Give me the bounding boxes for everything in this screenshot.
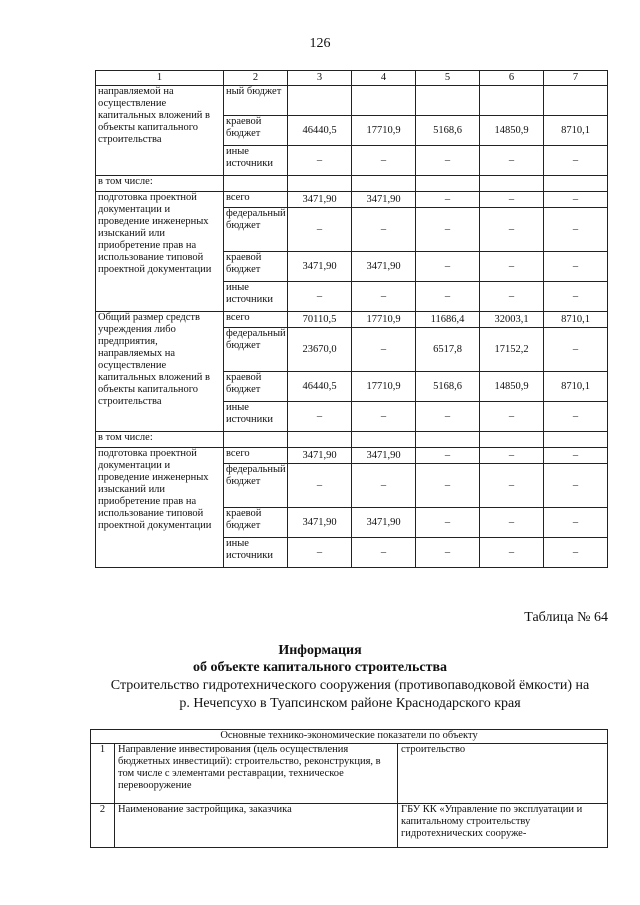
value-cell xyxy=(288,86,352,116)
table-row xyxy=(96,86,608,116)
row-description: подготовка проектной документации и проведение инженерных изысканий или приобретение прав на использование типовой проектной документации xyxy=(96,192,224,312)
value-cell: – xyxy=(416,508,480,538)
table-caption: Таблица № 64 xyxy=(524,610,608,625)
funding-source: федеральный бюджет xyxy=(224,208,288,252)
page-number: 126 xyxy=(309,36,331,51)
value-cell: 3471,90 xyxy=(352,508,416,538)
value-cell: 8710,1 xyxy=(544,372,608,402)
value-cell: – xyxy=(416,282,480,312)
value-cell: – xyxy=(416,192,480,208)
value-cell: – xyxy=(480,508,544,538)
value-cell: – xyxy=(352,464,416,508)
value-cell: – xyxy=(352,146,416,176)
value-cell: – xyxy=(416,402,480,432)
value-cell xyxy=(416,86,480,116)
value-cell: – xyxy=(288,464,352,508)
value-cell: 3471,90 xyxy=(288,252,352,282)
value-cell: 8710,1 xyxy=(544,312,608,328)
value-cell: – xyxy=(480,402,544,432)
value-cell: – xyxy=(416,538,480,568)
value-cell: 8710,1 xyxy=(544,116,608,146)
table-row xyxy=(96,312,608,328)
value-cell: – xyxy=(544,146,608,176)
indicator-label: Направление инвестирования (цель осуществления бюджетных инвестиций): строительство, реконструкция, в том числе с элементами реставрации, техническое перевооружение xyxy=(115,744,398,804)
funding-source: федеральный бюджет xyxy=(224,464,288,508)
value-cell: – xyxy=(288,538,352,568)
tech-header: Основные технико-экономические показатели по объекту xyxy=(91,730,608,744)
budget-table xyxy=(95,70,608,568)
value-cell: – xyxy=(544,464,608,508)
value-cell: – xyxy=(480,282,544,312)
value-cell xyxy=(480,86,544,116)
value-cell: – xyxy=(416,208,480,252)
table-row xyxy=(96,432,608,448)
value-cell: – xyxy=(480,252,544,282)
header-cell: 3 xyxy=(288,71,352,86)
value-cell: – xyxy=(288,282,352,312)
header-cell: 4 xyxy=(352,71,416,86)
value-cell: 23670,0 xyxy=(288,328,352,372)
value-cell: 14850,9 xyxy=(480,372,544,402)
row-description: Общий размер средств учреждения либо предприятия, направляемых на осуществление капитальных вложений в объекты капитального строительства xyxy=(96,312,224,432)
value-cell: – xyxy=(544,402,608,432)
value-cell: 3471,90 xyxy=(352,252,416,282)
row-description: направляемой на осуществление капитальных вложений в объекты капитального строительства xyxy=(96,86,224,176)
value-cell: – xyxy=(288,208,352,252)
row-number: 1 xyxy=(91,744,115,804)
info-subtitle: об объекте капитального строительства xyxy=(192,660,448,675)
value-cell: – xyxy=(352,208,416,252)
funding-source: краевой бюджет xyxy=(224,116,288,146)
value-cell: 3471,90 xyxy=(288,192,352,208)
tech-header-row xyxy=(91,730,608,744)
funding-source: всего xyxy=(224,192,288,208)
funding-source: краевой бюджет xyxy=(224,252,288,282)
value-cell: 17710,9 xyxy=(352,116,416,146)
value-cell: – xyxy=(544,328,608,372)
table-row xyxy=(96,192,608,208)
value-cell: – xyxy=(544,282,608,312)
object-description: Строительство гидротехнического сооружения (противопаводковой ёмкости) на р. Нечепсухо в Туапсинском районе Краснодарского края xyxy=(110,678,590,711)
value-cell: – xyxy=(480,146,544,176)
value-cell: – xyxy=(416,146,480,176)
funding-source: всего xyxy=(224,312,288,328)
funding-source: иные источники xyxy=(224,146,288,176)
value-cell: – xyxy=(544,252,608,282)
value-cell: – xyxy=(544,192,608,208)
funding-source: ный бюджет xyxy=(224,86,288,116)
funding-source: иные источники xyxy=(224,282,288,312)
value-cell: 3471,90 xyxy=(352,448,416,464)
value-cell: – xyxy=(480,464,544,508)
value-cell: 70110,5 xyxy=(288,312,352,328)
indicator-label: Наименование застройщика, заказчика xyxy=(115,804,398,848)
value-cell: – xyxy=(480,208,544,252)
value-cell: – xyxy=(544,508,608,538)
tech-economic-table xyxy=(90,729,608,848)
indicator-value: ГБУ КК «Управление по эксплуатации и капитальному строительству гидротехнических сооруже- xyxy=(398,804,608,848)
indicator-value: строительство xyxy=(398,744,608,804)
value-cell: – xyxy=(544,538,608,568)
funding-source: иные источники xyxy=(224,538,288,568)
value-cell: 46440,5 xyxy=(288,372,352,402)
value-cell: 3471,90 xyxy=(288,448,352,464)
table-row xyxy=(91,744,608,804)
funding-source: иные источники xyxy=(224,402,288,432)
value-cell: 46440,5 xyxy=(288,116,352,146)
value-cell: – xyxy=(352,282,416,312)
value-cell: 14850,9 xyxy=(480,116,544,146)
value-cell: – xyxy=(352,328,416,372)
value-cell: – xyxy=(544,448,608,464)
header-cell: 5 xyxy=(416,71,480,86)
funding-source: краевой бюджет xyxy=(224,508,288,538)
value-cell: – xyxy=(416,464,480,508)
budget-header-row xyxy=(96,71,608,86)
including-label: в том числе: xyxy=(96,432,224,448)
value-cell xyxy=(352,86,416,116)
value-cell: 3471,90 xyxy=(352,192,416,208)
value-cell: 11686,4 xyxy=(416,312,480,328)
header-cell: 2 xyxy=(224,71,288,86)
funding-source: всего xyxy=(224,448,288,464)
value-cell: 3471,90 xyxy=(288,508,352,538)
funding-source: краевой бюджет xyxy=(224,372,288,402)
funding-source: федеральный бюджет xyxy=(224,328,288,372)
value-cell: 5168,6 xyxy=(416,372,480,402)
table-row xyxy=(91,804,608,848)
value-cell: – xyxy=(544,208,608,252)
value-cell: 17152,2 xyxy=(480,328,544,372)
value-cell: – xyxy=(480,192,544,208)
value-cell: – xyxy=(352,402,416,432)
header-cell: 7 xyxy=(544,71,608,86)
value-cell: 17710,9 xyxy=(352,312,416,328)
value-cell: 32003,1 xyxy=(480,312,544,328)
value-cell: – xyxy=(480,448,544,464)
table-row xyxy=(96,176,608,192)
value-cell: 5168,6 xyxy=(416,116,480,146)
value-cell: 6517,8 xyxy=(416,328,480,372)
header-cell: 6 xyxy=(480,71,544,86)
value-cell: – xyxy=(352,538,416,568)
value-cell: – xyxy=(480,538,544,568)
row-description: подготовка проектной документации и проведение инженерных изысканий или приобретение прав на использование типовой проектной документации xyxy=(96,448,224,568)
header-cell: 1 xyxy=(96,71,224,86)
info-title: Информация xyxy=(278,643,362,658)
value-cell: – xyxy=(288,402,352,432)
value-cell: – xyxy=(416,448,480,464)
value-cell: 17710,9 xyxy=(352,372,416,402)
row-number: 2 xyxy=(91,804,115,848)
table-row xyxy=(96,448,608,464)
value-cell: – xyxy=(416,252,480,282)
value-cell xyxy=(544,86,608,116)
value-cell: – xyxy=(288,146,352,176)
including-label: в том числе: xyxy=(96,176,224,192)
